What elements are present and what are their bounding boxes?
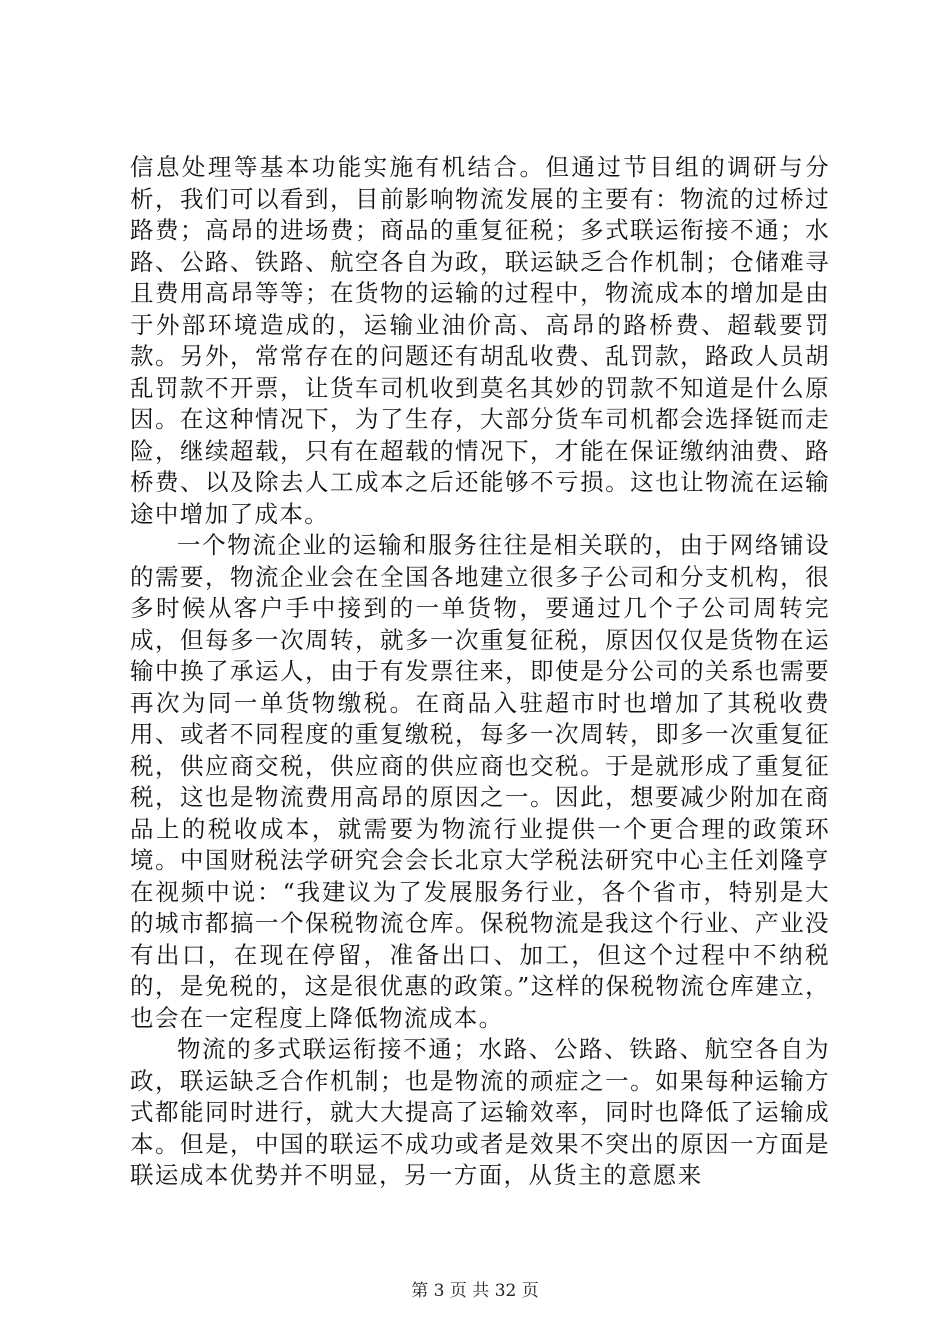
page-number-label: 第 3 页 共 32 页	[411, 1281, 539, 1301]
paragraph-2: 一个物流企业的运输和服务往往是相关联的，由于网络铺设的需要，物流企业会在全国各地建立很多子公司和分支机构，很多时候从客户手中接到的一单货物，要通过几个子公司周转完成，但每多一次周转，就多一次重复征税，原因仅仅是货物在运输中换了承运人，由于有发票往来，即使是分公司的关系也需要再次为同一单货物缴税。在商品入驻超市时也增加了其税收费用、或者不同程度的重复缴税，每多一次周转，即多一次重复征税，供应商交税，供应商的供应商也交税。于是就形成了重复征税，这也是物流费用高昂的原因之一。因此，想要减少附加在商品上的税收成本，就需要为物流行业提供一个更合理的政策环境。中国财税法学研究会会长北京大学税法研究中心主任刘隆亨在视频中说：“我建议为了发展服务行业，各个省市，特别是大的城市都搞一个保税物流仓库。保税物流是我这个行业、产业没有出口，在现在停留，准备出口、加工，但这个过程中不纳税的，是免税的，这是很优惠的政策。”这样的保税物流仓库建立，也会在一定程度上降低物流成本。	[130, 531, 830, 1032]
page-footer	[0, 1276, 950, 1301]
paragraph-3: 物流的多式联运衔接不通；水路、公路、铁路、航空各自为政，联运缺乏合作机制；也是物流的顽症之一。如果每种运输方式都能同时进行，就大大提高了运输效率，同时也降低了运输成本。但是，中国的联运不成功或者是效果不突出的原因一方面是联运成本优势并不明显，另一方面，从货主的意愿来	[130, 1035, 830, 1189]
paragraph-1: 信息处理等基本功能实施有机结合。但通过节目组的调研与分析，我们可以看到，目前影响物流发展的主要有：物流的过桥过路费；高昂的进场费；商品的重复征税；多式联运衔接不通；水路、公路、铁路、航空各自为政，联运缺乏合作机制；仓储难寻且费用高昂等等；在货物的运输的过程中，物流成本的增加是由于外部环境造成的，运输业油价高、高昂的路桥费、超载要罚款。另外，常常存在的问题还有胡乱收费、乱罚款，路政人员胡乱罚款不开票，让货车司机收到莫名其妙的罚款不知道是什么原因。在这种情况下，为了生存，大部分货车司机都会选择铤而走险，继续超载，只有在超载的情况下，才能在保证缴纳油费、路桥费、以及除去人工成本之后还能够不亏损。这也让物流在运输途中增加了成本。	[130, 153, 830, 528]
document-body	[130, 152, 830, 1192]
